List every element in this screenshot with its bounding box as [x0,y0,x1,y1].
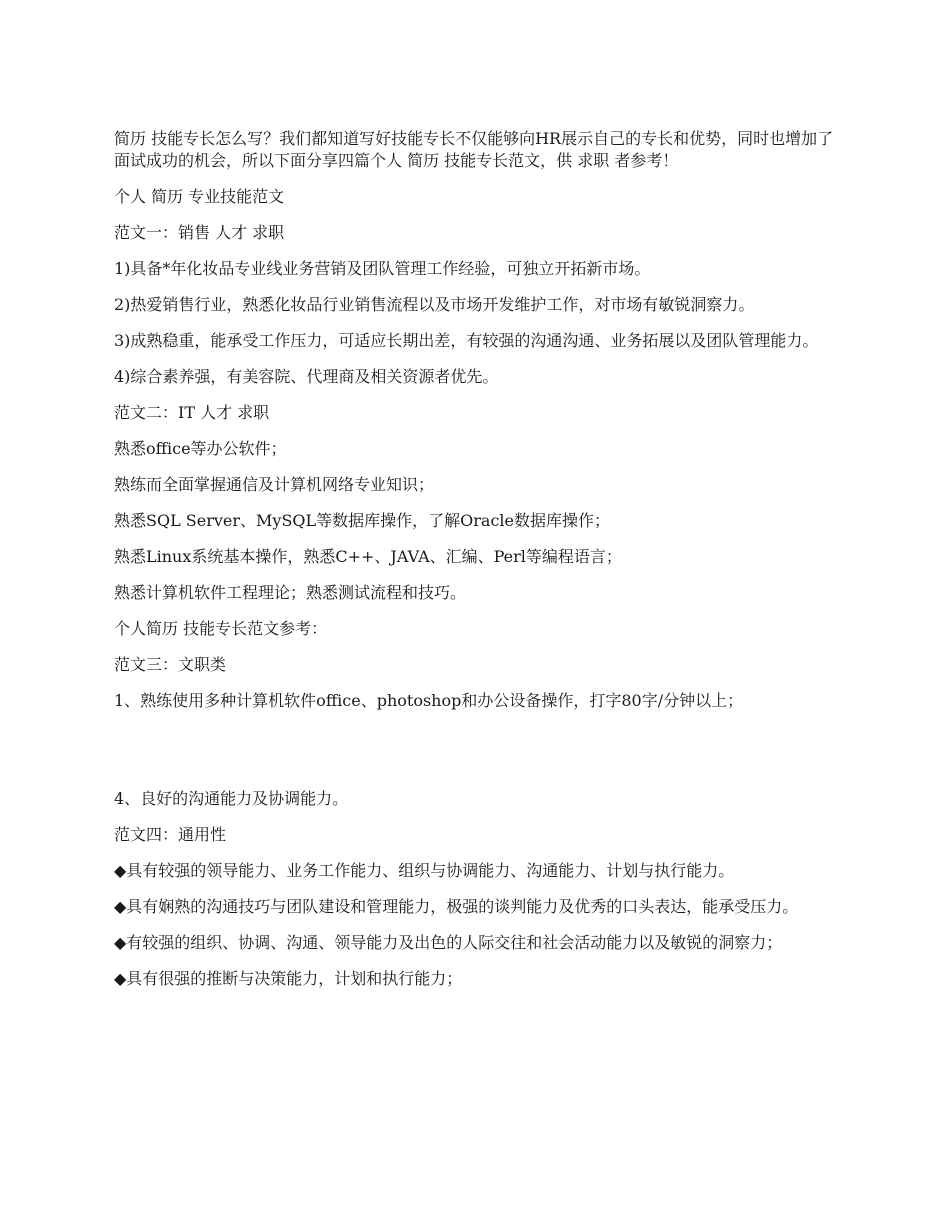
sample1-item: 1)具备*年化妆品专业线业务营销及团队管理工作经验，可独立开拓新市场。 [114,259,651,278]
intro-paragraph: 简历 技能专长怎么写？我们都知道写好技能专长不仅能够向HR展示自己的专长和优势，同时也增加了 面试成功的机会，所以下面分享四篇个人 简历 技能专长范文，供 求职 者参考！ [114,129,834,170]
blank-space [114,726,840,788]
sample2-item: 熟悉office等办公软件； [114,439,287,458]
sample2-title: 范文二：IT 人才 求职 [114,403,270,422]
sample1-title: 范文一：销售 人才 求职 [114,223,285,242]
sample4-item: ◆具有较强的领导能力、业务工作能力、组织与协调能力、沟通能力、计划与执行能力。 [114,861,735,880]
sample2-item: 熟悉Linux系统基本操作，熟悉C++、JAVA、汇编、Perl等编程语言； [114,547,622,566]
sample4-item: ◆有较强的组织、协调、沟通、领导能力及出色的人际交往和社会活动能力以及敏锐的洞察力； [114,933,783,952]
sample2-item: 熟练而全面掌握通信及计算机网络专业知识； [114,475,435,494]
sample4-item: ◆具有很强的推断与决策能力，计划和执行能力； [114,969,463,988]
sample4-item: ◆具有娴熟的沟通技巧与团队建设和管理能力，极强的谈判能力及优秀的口头表达，能承受压力。 [114,897,799,916]
sample1-item: 3)成熟稳重，能承受工作压力，可适应长期出差，有较强的沟通沟通、业务拓展以及团队管理能力。 [114,331,819,350]
sample2-item: 熟悉计算机软件工程理论；熟悉测试流程和技巧。 [114,583,467,602]
section-heading: 个人 简历 专业技能范文 [114,187,285,206]
sample3-item: 4、良好的沟通能力及协调能力。 [114,789,349,808]
reference-heading: 个人简历 技能专长范文参考： [114,619,328,638]
sample1-item: 4)综合素养强，有美容院、代理商及相关资源者优先。 [114,367,499,386]
document-body [114,128,840,1004]
sample3-title: 范文三：文职类 [114,655,227,674]
sample2-item: 熟悉SQL Server、MySQL等数据库操作，了解Oracle数据库操作； [114,511,611,530]
sample3-item: 1、熟练使用多种计算机软件office、photoshop和办公设备操作，打字80字/分钟以上； [114,691,744,710]
sample1-item: 2)热爱销售行业，熟悉化妆品行业销售流程以及市场开发维护工作，对市场有敏锐洞察力。 [114,295,755,314]
sample4-title: 范文四：通用性 [114,825,227,844]
